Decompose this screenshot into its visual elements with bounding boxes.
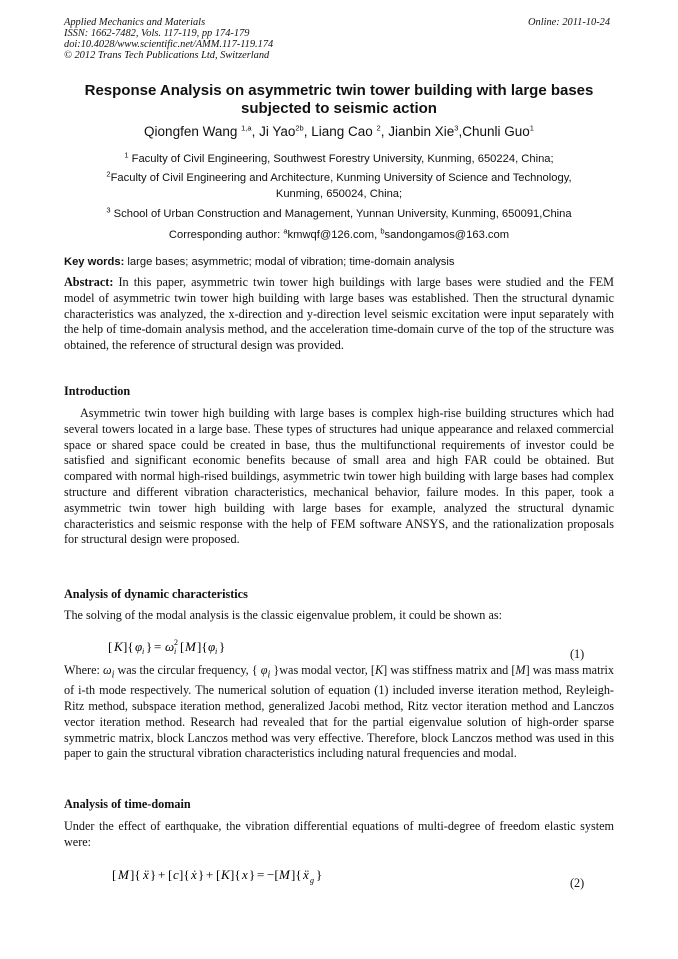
dynamic-where [64, 663, 614, 762]
keywords-label: Key words: [64, 256, 125, 268]
affiliation-3-sup: 3 [106, 205, 111, 215]
author-2-sup: 2b [295, 123, 304, 133]
svg-text:c: c [173, 867, 179, 882]
svg-text:K: K [114, 639, 123, 654]
author-4-sup: 3 [454, 123, 459, 133]
journal-name: Applied Mechanics and Materials [64, 17, 206, 28]
author-1-sup: 1,a [241, 123, 252, 133]
svg-text:[: [ [216, 867, 221, 882]
svg-text:M: M [279, 867, 290, 882]
author-2: Ji Yao [259, 124, 296, 139]
omega-subscript: i [111, 669, 115, 681]
affiliation-2-line-2: Kunming, 650024, China; [275, 188, 403, 200]
where-text-2: was the circular frequency, { [117, 663, 258, 677]
svg-text:[: [ [108, 639, 113, 654]
svg-text:i: i [174, 647, 177, 656]
phi-symbol: φ [260, 663, 268, 677]
svg-text:x: x [242, 867, 248, 882]
corresponding-author [59, 227, 619, 243]
svg-text:}: } [198, 867, 205, 882]
dynamic-heading: Analysis of dynamic characteristics [64, 587, 248, 601]
paper-title [59, 82, 619, 118]
svg-text:[: [ [180, 639, 185, 654]
svg-text:=: = [257, 867, 265, 882]
svg-text:[: [ [168, 867, 173, 882]
svg-text:]{: ]{ [123, 639, 134, 654]
equation-2-number: (2) [570, 876, 585, 890]
keywords-text: large bases; asymmetric; modal of vibration; time-domain analysis [127, 256, 455, 268]
author-5-sup: 1 [529, 123, 534, 133]
svg-text:K: K [221, 867, 230, 882]
author-list: Qiongfen Wang $^{1,a}$, Ji Yao$^{2b}$, Liang Cao $^2$, Jianbin Xie$^3$,Chunli Guo$^1$ [144, 123, 534, 139]
dynamic-intro: The solving of the modal analysis is the classic eigenvalue problem, it could be shown as: [64, 608, 502, 622]
affiliation-3-text: School of Urban Construction and Management, Yunnan University, Kunming, 650091,China [113, 208, 572, 220]
svg-text:[: [ [112, 867, 117, 882]
affiliation-1-text: Faculty of Civil Engineering, Southwest Forestry University, Kunming, 650224, China; [131, 153, 554, 165]
svg-text:M: M [118, 867, 129, 882]
author-4: Jianbin Xie [388, 124, 455, 139]
svg-text:g: g [310, 876, 314, 885]
author-3-sup: 2 [376, 123, 381, 133]
svg-text:−[: −[ [267, 867, 279, 882]
title-line-2: subjected to seismic action [241, 100, 437, 117]
phi-subscript: i [267, 669, 271, 681]
online-date: Online: 2011-10-24 [528, 17, 611, 28]
svg-text:φ: φ [135, 639, 143, 654]
issn-line: ISSN: 1662-7482, Vols. 117-119, pp 174-179 [64, 28, 250, 39]
copyright-line: © 2012 Trans Tech Publications Ltd, Switzerland [64, 50, 270, 61]
m-symbol: M [515, 663, 526, 677]
equation-1 [108, 634, 228, 658]
affiliation-1 [59, 151, 619, 167]
equation-1-number: (1) [570, 647, 585, 661]
svg-text:ẋ: ẋ [191, 867, 197, 882]
doi-line: doi:10.4028/www.scientific.net/AMM.117-119.174 [64, 39, 274, 50]
svg-text:φ: φ [208, 639, 216, 654]
svg-text:+: + [158, 867, 166, 882]
abstract [64, 275, 614, 354]
svg-text:M: M [185, 639, 196, 654]
svg-text:}: } [316, 867, 323, 882]
timedomain-heading: Analysis of time-domain [64, 797, 191, 811]
introduction-text: Asymmetric twin tower high building with large bases is complex high-rise building structures which had several towers located in a large base. These types of structures had unique appearance and relaxed commercial space or shared space could be created in base, thus the multifunctional requirements of investor could be satisfied and significant economic benefits because of small area and high FAR could be obtained. But compared with normal high-rised buildings, asymmetric twin tower high building with large bases had complex structure and different vibration characteristics, mechanical behavior, failure modes. In this paper, took a asymmetric twin tower high building with large bases for example, analyzed the structural dynamic characteristics and seismic response with the help of FEM software ANSYS, and the rationalization proposals for structural design were proposed. [64, 406, 614, 547]
where-text-5: ] was mass matrix of i-th mode respectively. The numerical solution of equation (1) included inverse iteration method, Reyleigh-Ritz method, subspace iteration method, generalized Jacobi method, Ritz vector iteration method and Lanczos vector iteration method. Research had revealed that for the partial eigenvalue solution of high-order sparse symmetric matrix, block Lanczos method was very effective. Therefore, block Lanczos method was used in this paper to gain the structural vibration characteristics including natural frequencies and modal. [64, 663, 614, 761]
svg-text:]{: ]{ [230, 867, 241, 882]
svg-text:]{: ]{ [197, 639, 208, 654]
svg-text:]{: ]{ [291, 867, 302, 882]
svg-text:ω: ω [165, 639, 175, 654]
abstract-label: Abstract: [64, 275, 114, 289]
affiliation-2-sup: 2 [106, 169, 111, 179]
svg-text:}: } [150, 867, 157, 882]
svg-text:}: } [146, 639, 153, 654]
affiliation-2-line-1: Faculty of Civil Engineering and Architecture, Kunming University of Science and Technology, [110, 172, 572, 184]
email-b-sup: b [380, 226, 385, 236]
where-label: Where: [64, 663, 100, 677]
title-line-1: Response Analysis on asymmetric twin tower building with large bases [84, 82, 594, 99]
affiliation-3 [59, 206, 619, 222]
svg-text:2: 2 [174, 638, 178, 647]
affiliation-1-sup: 1 [124, 150, 129, 160]
timedomain-intro: Under the effect of earthquake, the vibration differential equations of multi-degree of freedom elastic system were: [64, 819, 614, 849]
k-symbol: K [374, 663, 384, 677]
svg-text:}: } [249, 867, 256, 882]
omega-symbol: ω [102, 663, 112, 677]
svg-text:i: i [215, 647, 218, 656]
svg-text:}: } [219, 639, 226, 654]
email-a: kmwqf@126.com, [287, 229, 378, 241]
svg-text:ẍ: ẍ [143, 867, 149, 882]
where-text-4: ] was stiffness matrix and [ [383, 663, 516, 677]
author-1: Qiongfen Wang [144, 124, 238, 139]
keywords [64, 256, 454, 268]
svg-text:]{: ]{ [179, 867, 190, 882]
author-3: Liang Cao [311, 124, 373, 139]
corresponding-label: Corresponding author: [168, 229, 281, 241]
svg-text:+: + [206, 867, 214, 882]
abstract-text: In this paper, asymmetric twin tower high buildings with large bases were studied and the FEM model of asymmetric twin tower high building with large bases was established. Then the structural dynamic characteristics was analyzed, the x-direction and y-direction level seismic excitation were input separately with the help of time-domain analysis method, and the acceleration time-domain curve of the top of the structure was obtained, the reference of structural design was provided. [64, 275, 614, 353]
email-b: sandongamos@163.com [384, 229, 510, 241]
svg-text:]{: ]{ [130, 867, 141, 882]
author-5: Chunli Guo [462, 124, 530, 139]
svg-text:=: = [154, 639, 162, 654]
svg-text:i: i [142, 647, 145, 656]
svg-text:ẍ: ẍ [303, 867, 309, 882]
email-a-sup: a [283, 226, 288, 236]
introduction-heading: Introduction [64, 384, 131, 398]
where-text-3: }was modal vector, [ [273, 663, 375, 677]
affiliation-2 [59, 170, 619, 202]
equation-2 [112, 862, 332, 888]
